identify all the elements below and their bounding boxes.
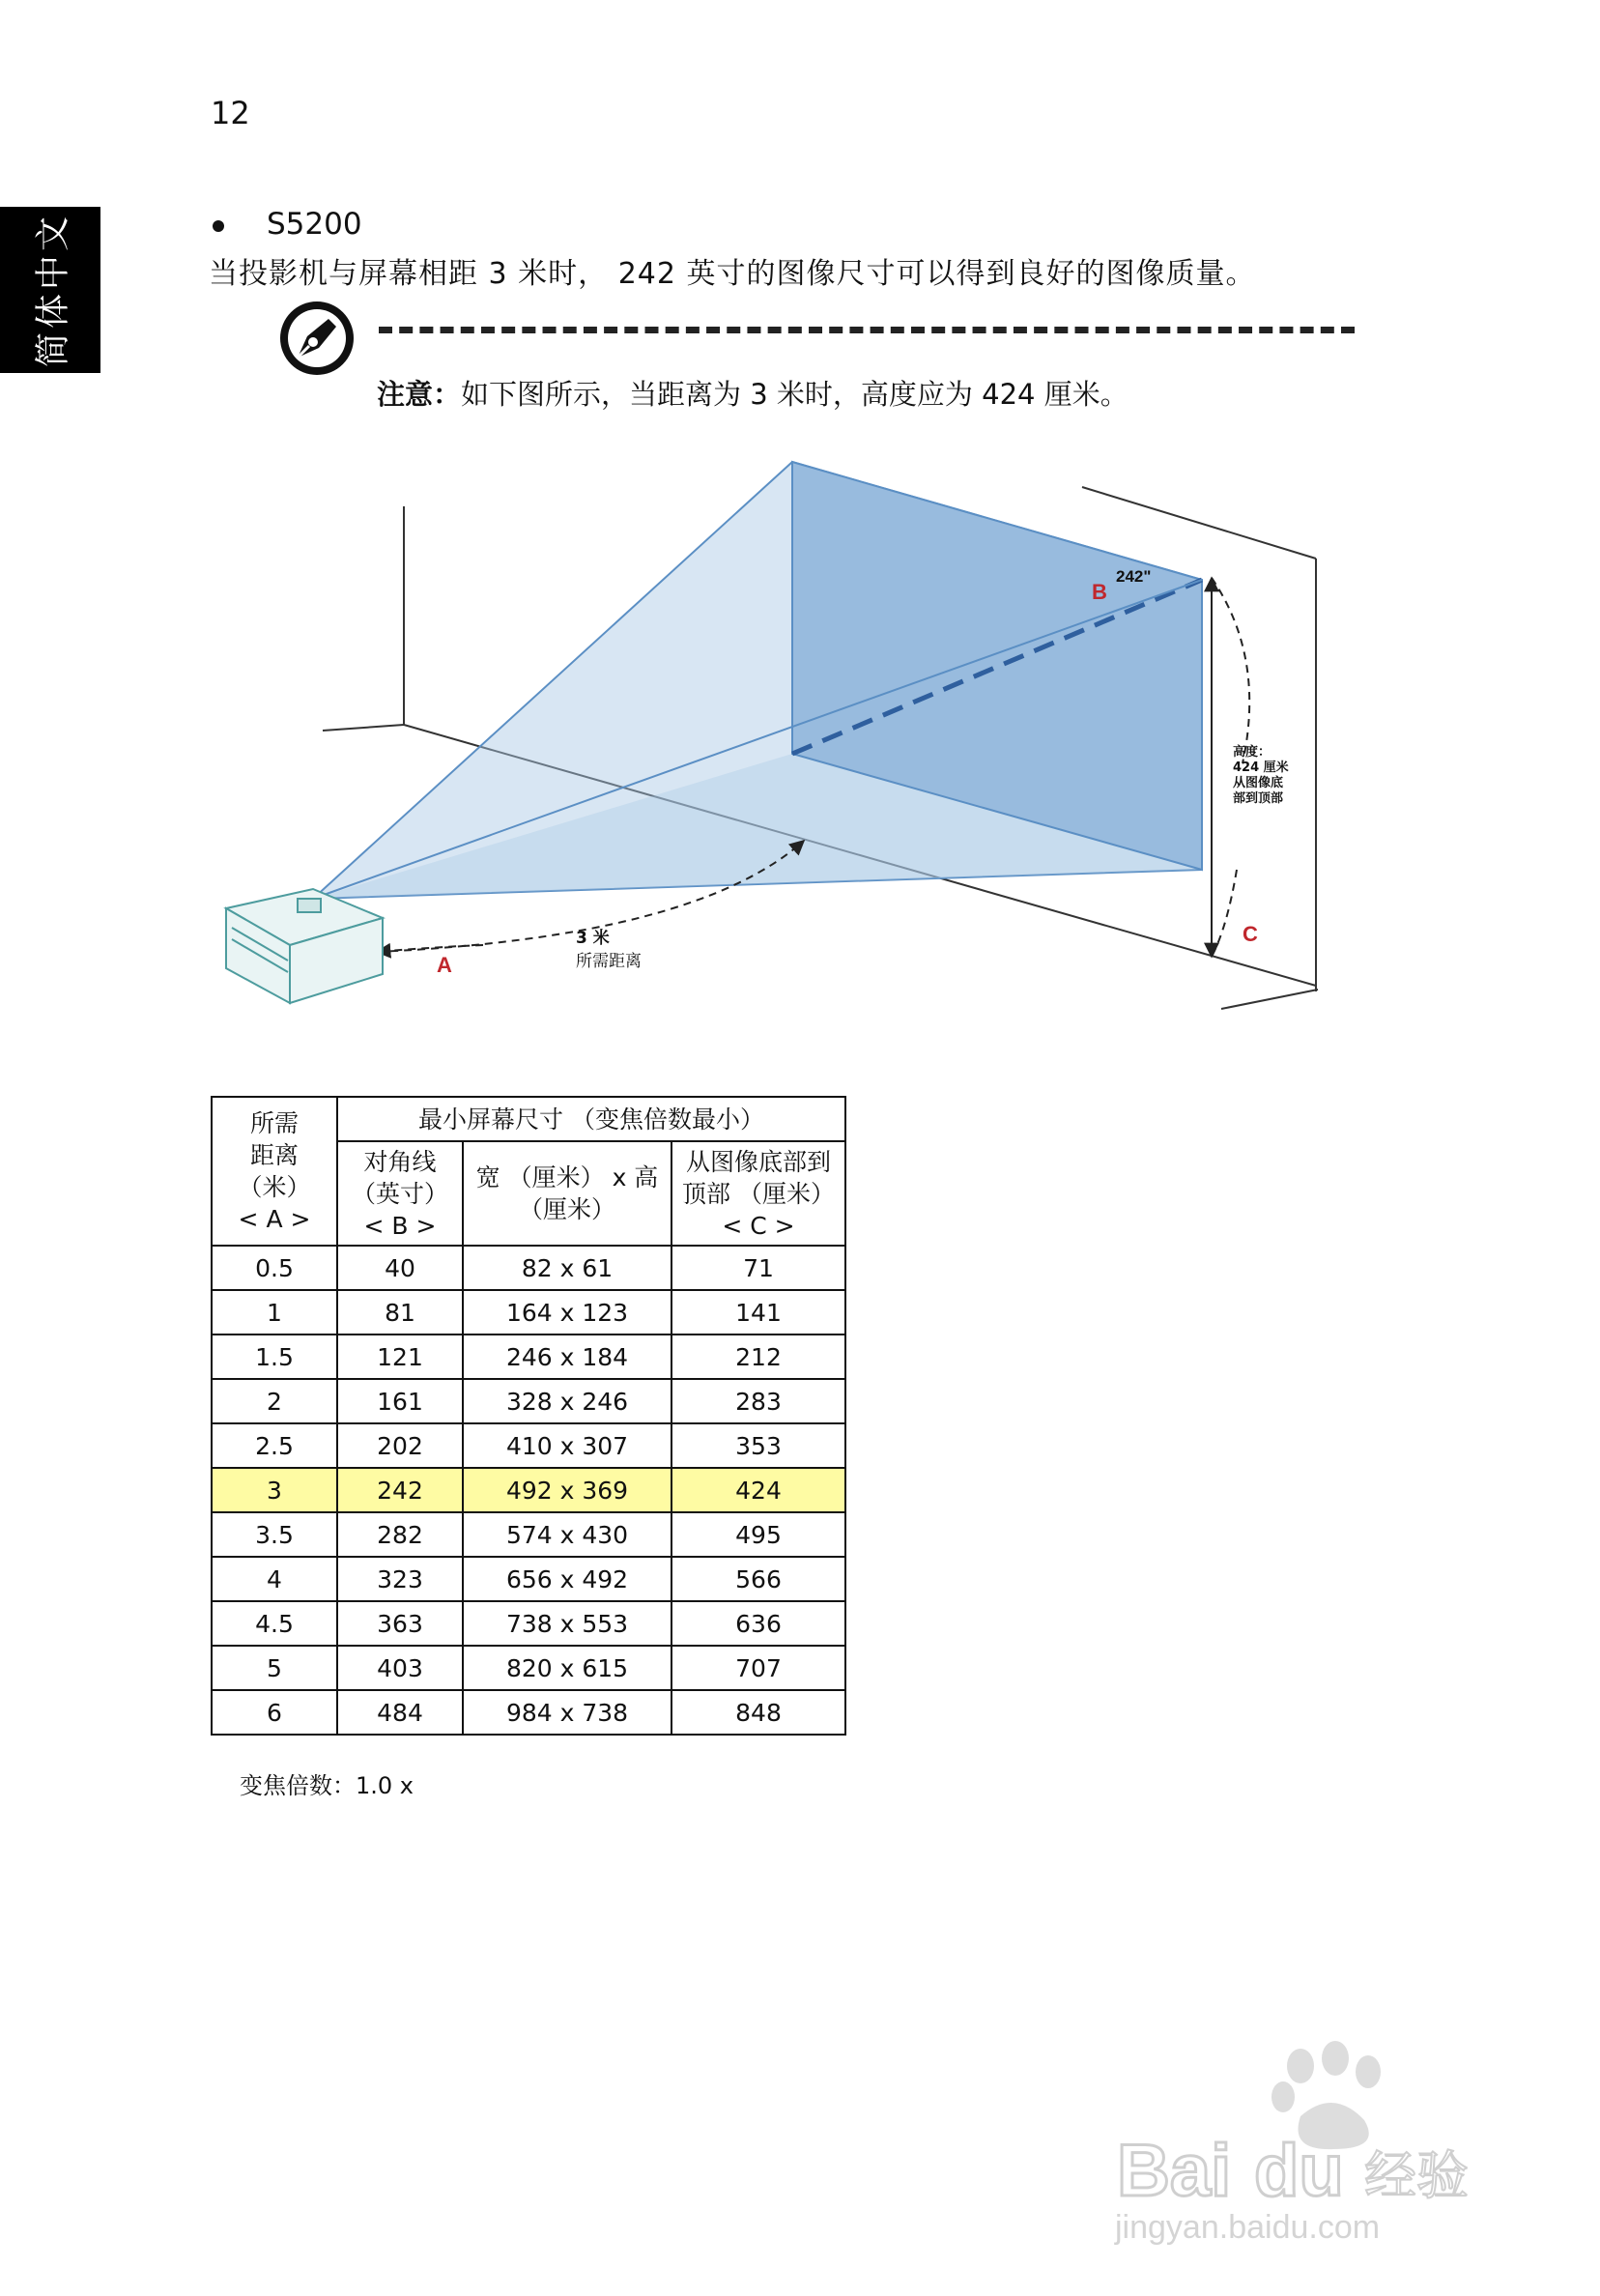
cell-diagonal: 282 [337,1512,463,1557]
cell-distance: 1.5 [212,1335,337,1379]
cell-width-height: 492 x 369 [463,1468,671,1512]
distance-label-1: 3 米 [576,929,610,948]
screen-size-table [211,1096,846,1736]
cell-height: 424 [671,1468,845,1512]
cell-height: 495 [671,1512,845,1557]
projector-icon [226,889,383,1003]
cell-height: 848 [671,1690,845,1735]
cell-width-height: 246 x 184 [463,1335,671,1379]
header-height: 从图像底部到 顶部 （厘米） < C > [671,1141,845,1246]
height-label-2: 424 厘米 [1233,761,1289,775]
header-distance: 所需 距离 （米） < A > [212,1097,337,1246]
cell-width-height: 328 x 246 [463,1379,671,1423]
cell-distance: 3.5 [212,1512,337,1557]
header-width-height: 宽 （厘米） x 高 （厘米） [463,1141,671,1246]
cell-diagonal: 40 [337,1246,463,1290]
cell-distance: 4.5 [212,1601,337,1646]
table-row [212,1690,845,1735]
cell-diagonal: 161 [337,1379,463,1423]
table-row [212,1423,845,1468]
cell-diagonal: 363 [337,1601,463,1646]
language-side-tab-label: 简体中文 [33,212,73,368]
table-row [212,1290,845,1335]
bullet-icon [213,220,224,232]
table-row [212,1646,845,1690]
cell-height: 212 [671,1335,845,1379]
table-header-row [212,1097,845,1141]
cell-distance: 0.5 [212,1246,337,1290]
table-row [212,1246,845,1290]
table-row [212,1335,845,1379]
baidu-watermark-logo [1111,2033,1517,2246]
note-label: 注意： [377,378,462,411]
language-side-tab [0,207,100,373]
cell-diagonal: 484 [337,1690,463,1735]
cell-height: 71 [671,1246,845,1290]
intro-paragraph: 当投影机与屏幕相距 3 米时， 242 英寸的图像尺寸可以得到良好的图像质量。 [209,257,1256,291]
label-c: C [1243,922,1258,946]
table-row-highlighted [212,1468,845,1512]
cell-width-height: 82 x 61 [463,1246,671,1290]
watermark-brand-2: du [1254,2130,1344,2212]
cell-diagonal: 81 [337,1290,463,1335]
cell-width-height: 820 x 615 [463,1646,671,1690]
table-row [212,1512,845,1557]
note-body: 如下图所示，当距离为 3 米时，高度应为 424 厘米。 [461,378,1129,411]
note-pen-icon [276,298,357,379]
cell-width-height: 984 x 738 [463,1690,671,1735]
table-row [212,1557,845,1601]
cell-diagonal: 202 [337,1423,463,1468]
label-b: B [1092,580,1107,604]
cell-height: 353 [671,1423,845,1468]
header-diagonal: 对角线 （英寸） < B > [337,1141,463,1246]
header-min-screen: 最小屏幕尺寸 （变焦倍数最小） [337,1097,845,1141]
cell-width-height: 164 x 123 [463,1290,671,1335]
watermark-url: jingyan.baidu.com [1115,2209,1381,2246]
label-a: A [437,953,452,977]
distance-label-2: 所需距离 [576,952,642,971]
cell-distance: 2.5 [212,1423,337,1468]
cell-height: 566 [671,1557,845,1601]
zoom-ratio-note: 变焦倍数：1.0 x [240,1772,414,1799]
diagonal-value: 242" [1116,567,1152,586]
watermark-suffix: 经验 [1364,2145,1469,2206]
cell-height: 283 [671,1379,845,1423]
cell-distance: 6 [212,1690,337,1735]
model-name: S5200 [267,207,362,242]
cell-height: 707 [671,1646,845,1690]
cell-distance: 3 [212,1468,337,1512]
page-number: 12 [211,95,250,131]
cell-width-height: 656 x 492 [463,1557,671,1601]
cell-distance: 1 [212,1290,337,1335]
cell-distance: 4 [212,1557,337,1601]
cell-diagonal: 403 [337,1646,463,1690]
cell-height: 141 [671,1290,845,1335]
cell-width-height: 738 x 553 [463,1601,671,1646]
model-bullet [213,207,362,242]
cell-width-height: 410 x 307 [463,1423,671,1468]
table-row [212,1379,845,1423]
cell-diagonal: 242 [337,1468,463,1512]
height-label-3: 从图像底 [1233,776,1284,790]
cell-distance: 2 [212,1379,337,1423]
cell-distance: 5 [212,1646,337,1690]
height-label-1: 高度： [1233,745,1271,760]
cell-diagonal: 323 [337,1557,463,1601]
cell-height: 636 [671,1601,845,1646]
cell-width-height: 574 x 430 [463,1512,671,1557]
table-row [212,1601,845,1646]
note-divider [379,327,1355,333]
watermark-brand: Bai [1117,2130,1232,2212]
cell-diagonal: 121 [337,1335,463,1379]
height-label-4: 部到顶部 [1233,791,1284,806]
note-text [377,373,1129,413]
projection-diagram [193,445,1353,1044]
